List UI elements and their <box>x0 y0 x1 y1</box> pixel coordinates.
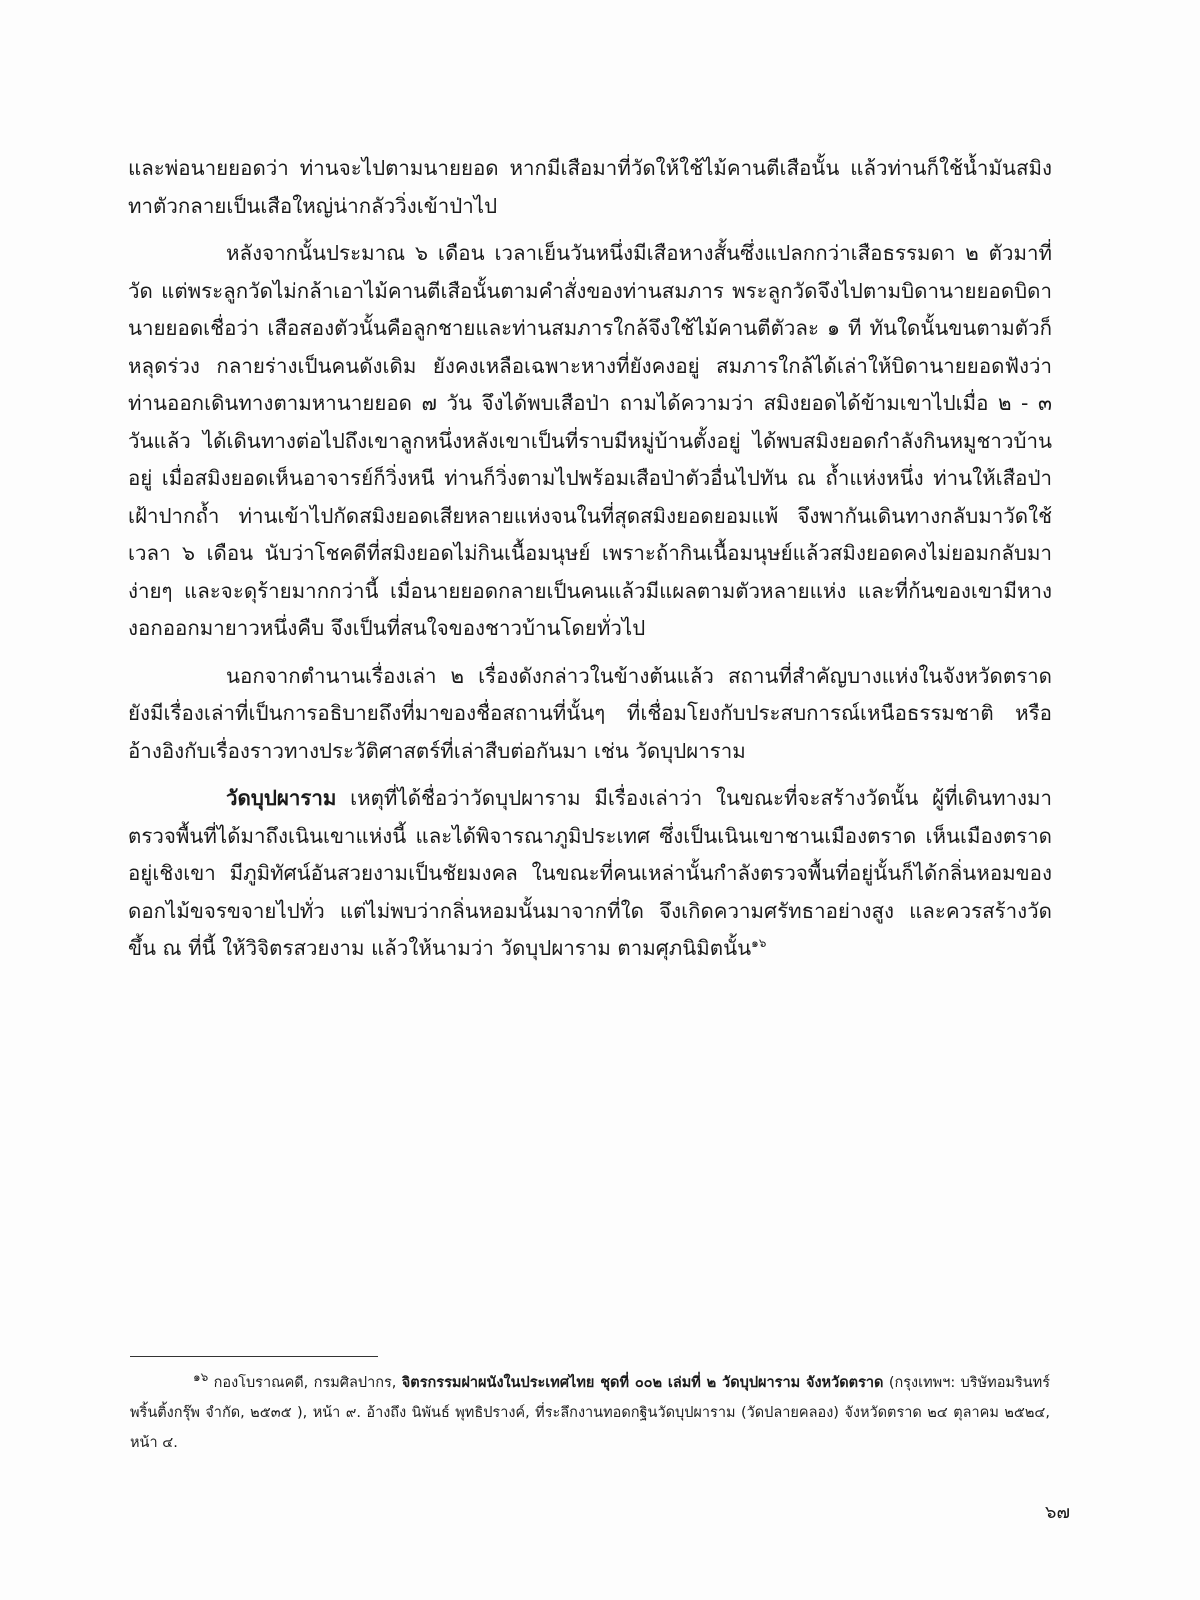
footnote-reference[interactable]: ๑๖ <box>751 936 767 951</box>
paragraph-3 <box>128 658 1052 771</box>
paragraph-1-text: และพ่อนายยอดว่า ท่านจะไปตามนายยอด หากมีเสือมาที่วัดให้ใช้ไม้คานตีเสือนั้น แล้วท่านก็ใช้น้ำมันสมิงทาตัวกลายเป็นเสือใหญ่น่ากลัววิ่งเข้าป่าไป <box>128 156 1052 218</box>
paragraph-2-text: หลังจากนั้นประมาณ ๖ เดือน เวลาเย็นวันหนึ่งมีเสือหางสั้นซึ่งแปลกกว่าเสือธรรมดา ๒ ตัวมาที่วัด แต่พระลูกวัดไม่กล้าเอาไม้คานตีเสือนั้นตามคำสั่งของท่านสมภาร พระลูกวัดจึงไปตามบิดานายยอดบิดานายยอดเชื่อว่า เสือสองตัวนั้นคือลูกชายและท่านสมภารใกล้จึงใช้ไม้คานตีตัวละ ๑ ที ทันใดนั้นขนตามตัวก็หลุดร่วง กลายร่างเป็นคนดังเดิม ยังคงเหลือเฉพาะหางที่ยังคงอยู่ สมภารใกล้ได้เล่าให้บิดานายยอดฟังว่า ท่านออกเดินทางตามหานายยอด ๗ วัน จึงได้พบเสือป่า ถามได้ความว่า สมิงยอดได้ข้ามเขาไปเมื่อ ๒ - ๓ วันแล้ว ได้เดินทางต่อไปถึงเขาลูกหนึ่งหลังเขาเป็นที่ราบมีหมู่บ้านตั้งอยู่ ได้พบสมิงยอดกำลังกินหมูชาวบ้านอยู่ เมื่อสมิงยอดเห็นอาจารย์ก็วิ่งหนี ท่านก็วิ่งตามไปพร้อมเสือป่าตัวอื่นไปทัน ณ ถ้ำแห่งหนึ่ง ท่านให้เสือป่าเฝ้าปากถ้ำ ท่านเข้าไปกัดสมิงยอดเสียหลายแห่งจนในที่สุดสมิงยอดยอมแพ้ จึงพากันเดินทางกลับมาวัดใช้เวลา ๖ เดือน นับว่าโชคดีที่สมิงยอดไม่กินเนื้อมนุษย์ เพราะถ้ากินเนื้อมนุษย์แล้วสมิงยอดคงไม่ยอมกลับมาง่ายๆ และจะดุร้ายมากกว่านี้ เมื่อนายยอดกลายเป็นคนแล้วมีแผลตามตัวหลายแห่ง และที่ก้นของเขามีหางงอกออกมายาวหนึ่งคืบ จึงเป็นที่สนใจของชาวบ้านโดยทั่วไป <box>128 241 1052 640</box>
footnote-part2: (กรุงเทพฯ: บริษัทอมรินทร์ พริ้นติ้งกรุ๊พ จำกัด, ๒๕๓๕ ), หน้า ๙. อ้างถึง นิพันธ์ พุทธิปรางค์, ที่ระลึกงานทอดกฐินวัดบุปผาราม (วัดปลายคลอง) จังหวัดตราด ๒๔ ตุลาคม ๒๕๒๔, หน้า ๔. <box>130 1375 1051 1451</box>
footnote-divider <box>130 1356 378 1357</box>
footnote-title: จิตรกรรมฝาผนังในประเทศไทย ชุดที่ ๐๐๒ เล่มที่ ๒ วัดบุปผาราม จังหวัดตราด <box>401 1375 884 1391</box>
paragraph-4-text: เหตุที่ได้ชื่อว่าวัดบุปผาราม มีเรื่องเล่าว่า ในขณะที่จะสร้างวัดนั้น ผู้ที่เดินทางมาตรวจพื้นที่ได้มาถึงเนินเขาแห่งนี้ และได้พิจารณาภูมิประเทศ ซึ่งเป็นเนินเขาชานเมืองตราด เห็นเมืองตราดอยู่เชิงเขา มีภูมิทัศน์อันสวยงามเป็นชัยมงคล ในขณะที่คนเหล่านั้นกำลังตรวจพื้นที่อยู่นั้นก็ได้กลิ่นหอมของดอกไม้ขจรขจายไปทั่ว แต่ไม่พบว่ากลิ่นหอมนั้นมาจากที่ใด จึงเกิดความศรัทธาอย่างสูง และควรสร้างวัดขึ้น ณ ที่นี้ ให้วิจิตรสวยงาม แล้วให้นามว่า วัดบุปผาราม ตามศุภนิมิตนั้น <box>128 786 1052 960</box>
footnote-part1: กองโบราณคดี, กรมศิลปากร, <box>213 1375 402 1391</box>
paragraph-3-text: นอกจากตำนานเรื่องเล่า ๒ เรื่องดังกล่าวในข้างต้นแล้ว สถานที่สำคัญบางแห่งในจังหวัดตราด ยังมีเรื่องเล่าที่เป็นการอธิบายถึงที่มาของชื่อสถานที่นั้นๆ ที่เชื่อมโยงกับประสบการณ์เหนือธรรมชาติ หรือ อ้างอิงกับเรื่องราวทางประวัติศาสตร์ที่เล่าสืบต่อกันมา เช่น วัดบุปผาราม <box>128 663 1052 763</box>
paragraph-4-heading: วัดบุปผาราม <box>226 786 337 810</box>
footnote-number: ๑๖ <box>193 1370 209 1385</box>
footnote-text <box>130 1368 1050 1458</box>
paragraph-1 <box>128 150 1052 225</box>
paragraph-2 <box>128 235 1052 648</box>
body-text <box>128 150 1052 968</box>
page-number: ๖๗ <box>1045 1502 1070 1523</box>
footnote <box>130 1368 1050 1458</box>
paragraph-4 <box>128 780 1052 968</box>
